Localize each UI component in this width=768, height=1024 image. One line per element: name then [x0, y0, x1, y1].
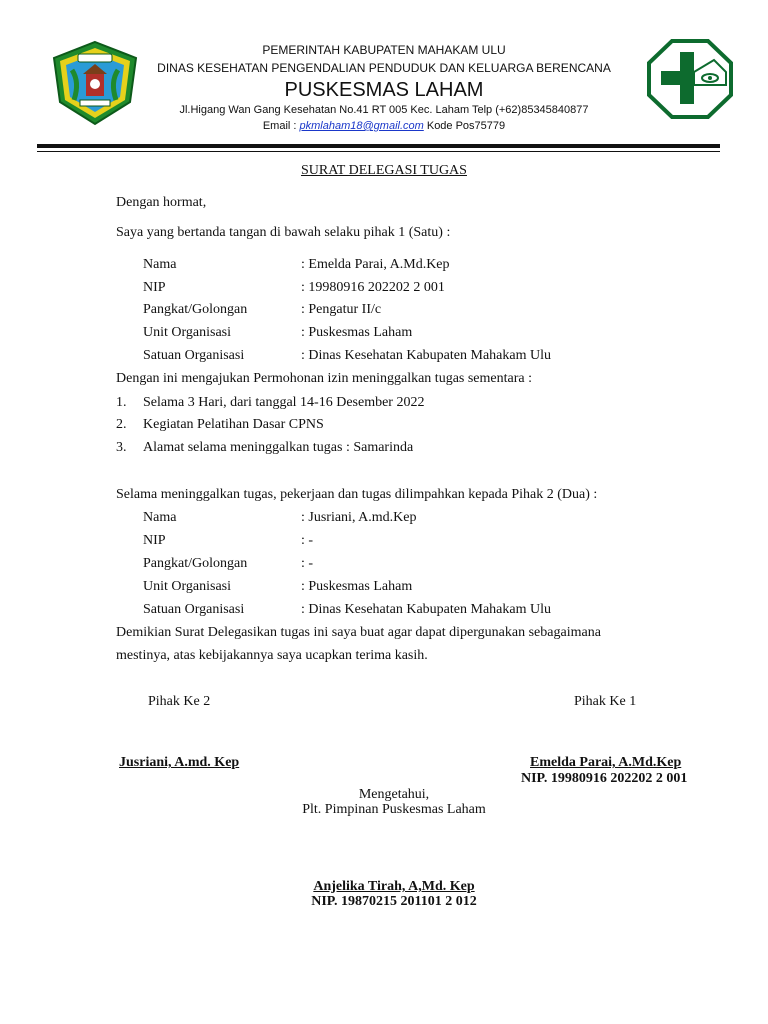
p1-value-nip: : 19980916 202202 2 001 — [301, 280, 445, 295]
p2-value-nama: : Jusriani, A.md.Kep — [301, 510, 417, 525]
p1-label-nama: Nama — [143, 257, 177, 272]
delegation-text: Selama meninggalkan tugas, pekerjaan dan tugas dilimpahkan kepada Pihak 2 (Dua) : — [116, 487, 598, 502]
p1-label-pangkat: Pangkat/Golongan — [143, 302, 248, 317]
letterhead-address: Jl.Higang Wan Gang Kesehatan No.41 RT 005 Kec. Laham Telp (+62)85345840877 — [179, 104, 589, 116]
letter-title: SURAT DELEGASI TUGAS — [301, 163, 467, 178]
p2-label-satuan: Satuan Organisasi — [143, 602, 245, 617]
letterhead-rule-thick — [37, 144, 720, 148]
list-item-3: Alamat selama meninggalkan tugas : Samarinda — [143, 440, 414, 455]
list-item-2: Kegiatan Pelatihan Dasar CPNS — [143, 417, 324, 432]
email-link[interactable]: pkmlaham18@gmail.com — [299, 120, 424, 132]
letterhead-government: PEMERINTAH KABUPATEN MAHAKAM ULU — [262, 43, 506, 57]
head-nip: NIP. 19870215 201101 2 012 — [311, 894, 477, 909]
head-title: Plt. Pimpinan Puskesmas Laham — [302, 802, 486, 817]
head-name: Anjelika Tirah, A,Md. Kep — [313, 879, 475, 894]
list-item-1: Selama 3 Hari, dari tanggal 14-16 Desember 2022 — [143, 395, 425, 410]
list-num-1: 1. — [116, 395, 127, 410]
p1-value-satuan: : Dinas Kesehatan Kabupaten Mahakam Ulu — [301, 348, 551, 363]
p2-label-nama: Nama — [143, 510, 177, 525]
signature-left-name: Jusriani, A.md. Kep — [119, 755, 240, 770]
p2-label-nip: NIP — [143, 533, 166, 548]
postal-code: Kode Pos75779 — [423, 120, 506, 132]
p2-value-satuan: : Dinas Kesehatan Kabupaten Mahakam Ulu — [301, 602, 551, 617]
request-text: Dengan ini mengajukan Permohonan izin meninggalkan tugas sementara : — [116, 371, 532, 386]
p1-value-nama: : Emelda Parai, A.Md.Kep — [301, 257, 450, 272]
signature-right-role: Pihak Ke 1 — [574, 694, 637, 709]
p1-label-nip: NIP — [143, 280, 166, 295]
p1-label-unit: Unit Organisasi — [143, 325, 232, 340]
p2-value-nip: : - — [301, 533, 314, 548]
p2-value-unit: : Puskesmas Laham — [301, 579, 413, 594]
letterhead-agency: DINAS KESEHATAN PENGENDALIAN PENDUDUK DAN KELUARGA BERENCANA — [157, 61, 611, 75]
p2-label-unit: Unit Organisasi — [143, 579, 232, 594]
greeting: Dengan hormat, — [116, 195, 207, 210]
signature-right-name: Emelda Parai, A.Md.Kep — [530, 755, 682, 770]
list-num-2: 2. — [116, 417, 127, 432]
letterhead-contact — [0, 120, 768, 132]
p2-value-pangkat: : - — [301, 556, 314, 571]
letterhead-title: PUSKESMAS LAHAM — [284, 79, 484, 101]
email-label: Email : — [262, 120, 300, 132]
closing-line-1: Demikian Surat Delegasikan tugas ini saya buat agar dapat dipergunakan sebagaimana — [116, 625, 601, 640]
p1-value-pangkat: : Pengatur II/c — [301, 302, 382, 317]
p2-label-pangkat: Pangkat/Golongan — [143, 556, 248, 571]
list-num-3: 3. — [116, 440, 127, 455]
closing-line-2: mestinya, atas kebijakannya saya ucapkan terima kasih. — [116, 648, 428, 663]
signature-right-nip: NIP. 19980916 202202 2 001 — [521, 771, 688, 786]
acknowledge-label: Mengetahui, — [358, 787, 430, 802]
signature-left-role: Pihak Ke 2 — [148, 694, 211, 709]
p1-label-satuan: Satuan Organisasi — [143, 348, 245, 363]
p1-value-unit: : Puskesmas Laham — [301, 325, 413, 340]
letterhead-rule-thin — [37, 151, 720, 152]
intro: Saya yang bertanda tangan di bawah selaku pihak 1 (Satu) : — [116, 225, 451, 240]
